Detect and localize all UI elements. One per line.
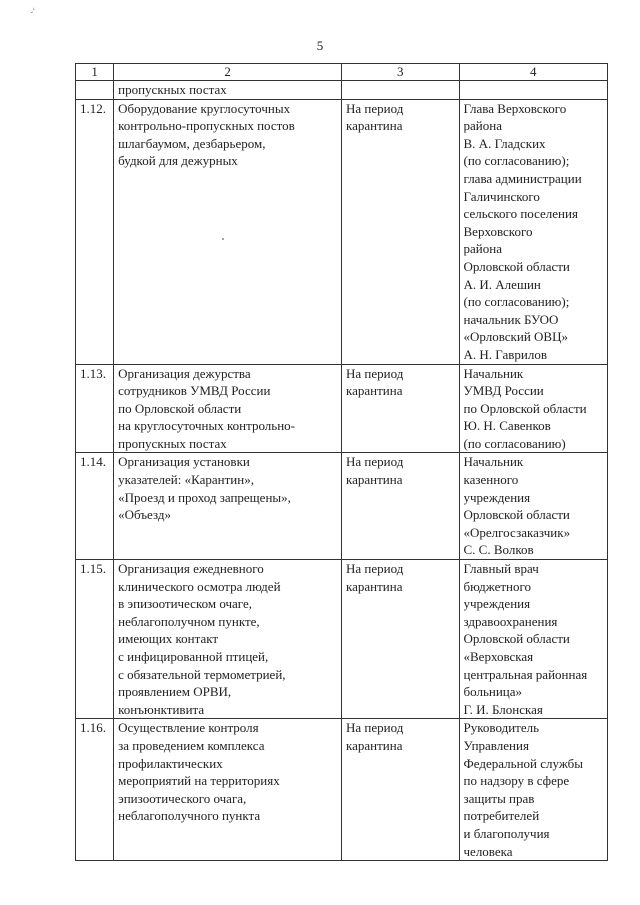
task-line: Организация установки (118, 454, 250, 470)
responsible-cell (459, 560, 607, 719)
task-line: Организация ежедневного (118, 561, 264, 577)
responsible-line: защиты прав (463, 790, 535, 806)
responsible-line: учреждения (463, 596, 531, 612)
row-number (76, 81, 114, 100)
responsible-cell (459, 453, 607, 560)
responsible-line: здравоохранения (463, 613, 558, 629)
term-line: На период (345, 365, 404, 381)
task-line: пропускных постах (118, 435, 227, 451)
responsible-line: (по согласованию); (463, 294, 570, 310)
responsible-line: А. Н. Гаврилов (463, 346, 547, 362)
responsible-line: по надзору в сфере (463, 773, 570, 789)
task-line: клинического осмотра людей (118, 578, 281, 594)
term-line: карантина (345, 383, 403, 399)
responsible-line: учреждения (463, 489, 531, 505)
task-line: шлагбаумом, дезбарьером, (118, 135, 266, 151)
responsible-line: (по согласованию); (463, 153, 570, 169)
scan-speck (222, 238, 224, 240)
task-line: сотрудников УМВД России (118, 383, 271, 399)
task-line: имеющих контакт (118, 631, 219, 647)
responsible-line: Ю. Н. Савенков (463, 418, 551, 434)
responsible-line: по Орловской области (463, 400, 587, 416)
responsible-line: бюджетного (463, 578, 532, 594)
column-header-term: 3 (341, 64, 459, 81)
task-line: неблагополучного пункта (118, 808, 261, 824)
table-row (76, 364, 608, 453)
column-header-number: 1 (76, 64, 114, 81)
term-line: На период (345, 561, 404, 577)
term-line: На период (345, 454, 404, 470)
task-line: в эпизоотическом очаге, (118, 596, 252, 612)
task-cell (114, 364, 342, 453)
table-row (76, 81, 608, 100)
responsible-line: центральная районная (463, 666, 588, 682)
task-line: «Проезд и проход запрещены», (118, 489, 291, 505)
responsible-line: казенного (463, 472, 519, 488)
responsible-line: «Верховская (463, 649, 534, 664)
responsible-line: и благополучия (463, 825, 550, 841)
scan-artifact-mark: -‘ (28, 5, 38, 17)
term-line: На период (345, 100, 404, 116)
task-line: пропускных постах (118, 82, 227, 97)
responsible-line: Начальник (463, 365, 524, 381)
responsible-line: Федеральной службы (463, 755, 583, 771)
table-row (76, 560, 608, 719)
task-line: за проведением комплекса (118, 737, 265, 753)
responsible-cell (459, 99, 607, 364)
task-cell (114, 99, 342, 364)
task-line: «Объезд» (118, 507, 171, 523)
task-line: на круглосуточных контрольно- (118, 418, 295, 434)
task-line: с инфицированной птицей, (118, 649, 269, 664)
table-row (76, 719, 608, 861)
task-cell (114, 560, 342, 719)
measures-table (75, 63, 608, 861)
task-line: мероприятий на территориях (118, 773, 280, 789)
term-line: На период (345, 720, 404, 736)
responsible-line: Галичинского (463, 188, 540, 204)
responsible-line: Верховского (463, 223, 533, 239)
term-cell (341, 560, 459, 719)
responsible-line: сельского поселения (463, 206, 578, 222)
task-line: указателей: «Карантин», (118, 472, 254, 488)
responsible-line: района (463, 118, 502, 134)
responsible-line: Орловской области (463, 631, 570, 647)
responsible-line: района (463, 241, 502, 257)
responsible-cell (459, 364, 607, 453)
responsible-line: человека (463, 843, 513, 859)
row-number: 1.15. (76, 560, 114, 719)
responsible-line: Начальник (463, 454, 524, 470)
column-header-task: 2 (114, 64, 342, 81)
row-number: 1.12. (76, 99, 114, 364)
row-number: 1.13. (76, 364, 114, 453)
row-number: 1.16. (76, 719, 114, 861)
task-line: профилактических (118, 755, 223, 771)
task-line: конъюнктивита (118, 701, 205, 717)
responsible-cell (459, 719, 607, 861)
task-cell (114, 453, 342, 560)
term-line: карантина (345, 578, 403, 594)
responsible-line: УМВД России (463, 383, 544, 399)
task-line: Оборудование круглосуточных (118, 100, 291, 116)
term-line: карантина (345, 472, 403, 488)
task-line: по Орловской области (118, 400, 242, 416)
responsible-line: Орловской области (463, 507, 570, 523)
responsible-line: Орловской области (463, 258, 570, 274)
term-cell (341, 81, 459, 100)
term-line: карантина (345, 737, 403, 753)
column-header-responsible: 4 (459, 64, 607, 81)
responsible-line: Управления (463, 737, 529, 753)
task-line: будкой для дежурных (118, 153, 238, 169)
responsible-line: А. И. Алешин (463, 276, 541, 292)
responsible-line: Глава Верховского (463, 100, 567, 116)
responsible-line: начальник БУОО (463, 311, 559, 327)
term-cell (341, 364, 459, 453)
table-row (76, 99, 608, 364)
responsible-line: Г. И. Блонская (463, 701, 543, 717)
term-cell (341, 719, 459, 861)
responsible-line: В. А. Гладских (463, 135, 546, 151)
responsible-line: Руководитель (463, 720, 540, 736)
row-number: 1.14. (76, 453, 114, 560)
task-line: Осуществление контроля (118, 720, 259, 736)
page-number: 5 (316, 38, 324, 53)
responsible-line: глава администрации (463, 170, 582, 186)
term-cell (341, 99, 459, 364)
task-cell (114, 719, 342, 861)
table-row (76, 453, 608, 560)
responsible-line: больница» (463, 684, 523, 700)
responsible-line: потребителей (463, 808, 540, 824)
responsible-cell (459, 81, 607, 100)
task-line: эпизоотического очага, (118, 790, 247, 806)
responsible-line: (по согласованию) (463, 435, 566, 451)
responsible-line: «Орелгосзаказчик» (463, 524, 571, 540)
term-line: карантина (345, 118, 403, 134)
responsible-line: «Орловский ОВЦ» (463, 329, 568, 345)
task-line: с обязательной термометрией, (118, 666, 286, 682)
term-cell (341, 453, 459, 560)
task-cell (114, 81, 342, 100)
responsible-line: Главный врач (463, 561, 539, 577)
task-line: неблагополучном пункте, (118, 613, 260, 629)
task-line: проявлением ОРВИ, (118, 684, 232, 700)
table-header-row (76, 64, 608, 81)
task-line: контрольно-пропускных постов (118, 118, 295, 134)
responsible-line: С. С. Волков (463, 542, 534, 558)
task-line: Организация дежурства (118, 365, 251, 381)
